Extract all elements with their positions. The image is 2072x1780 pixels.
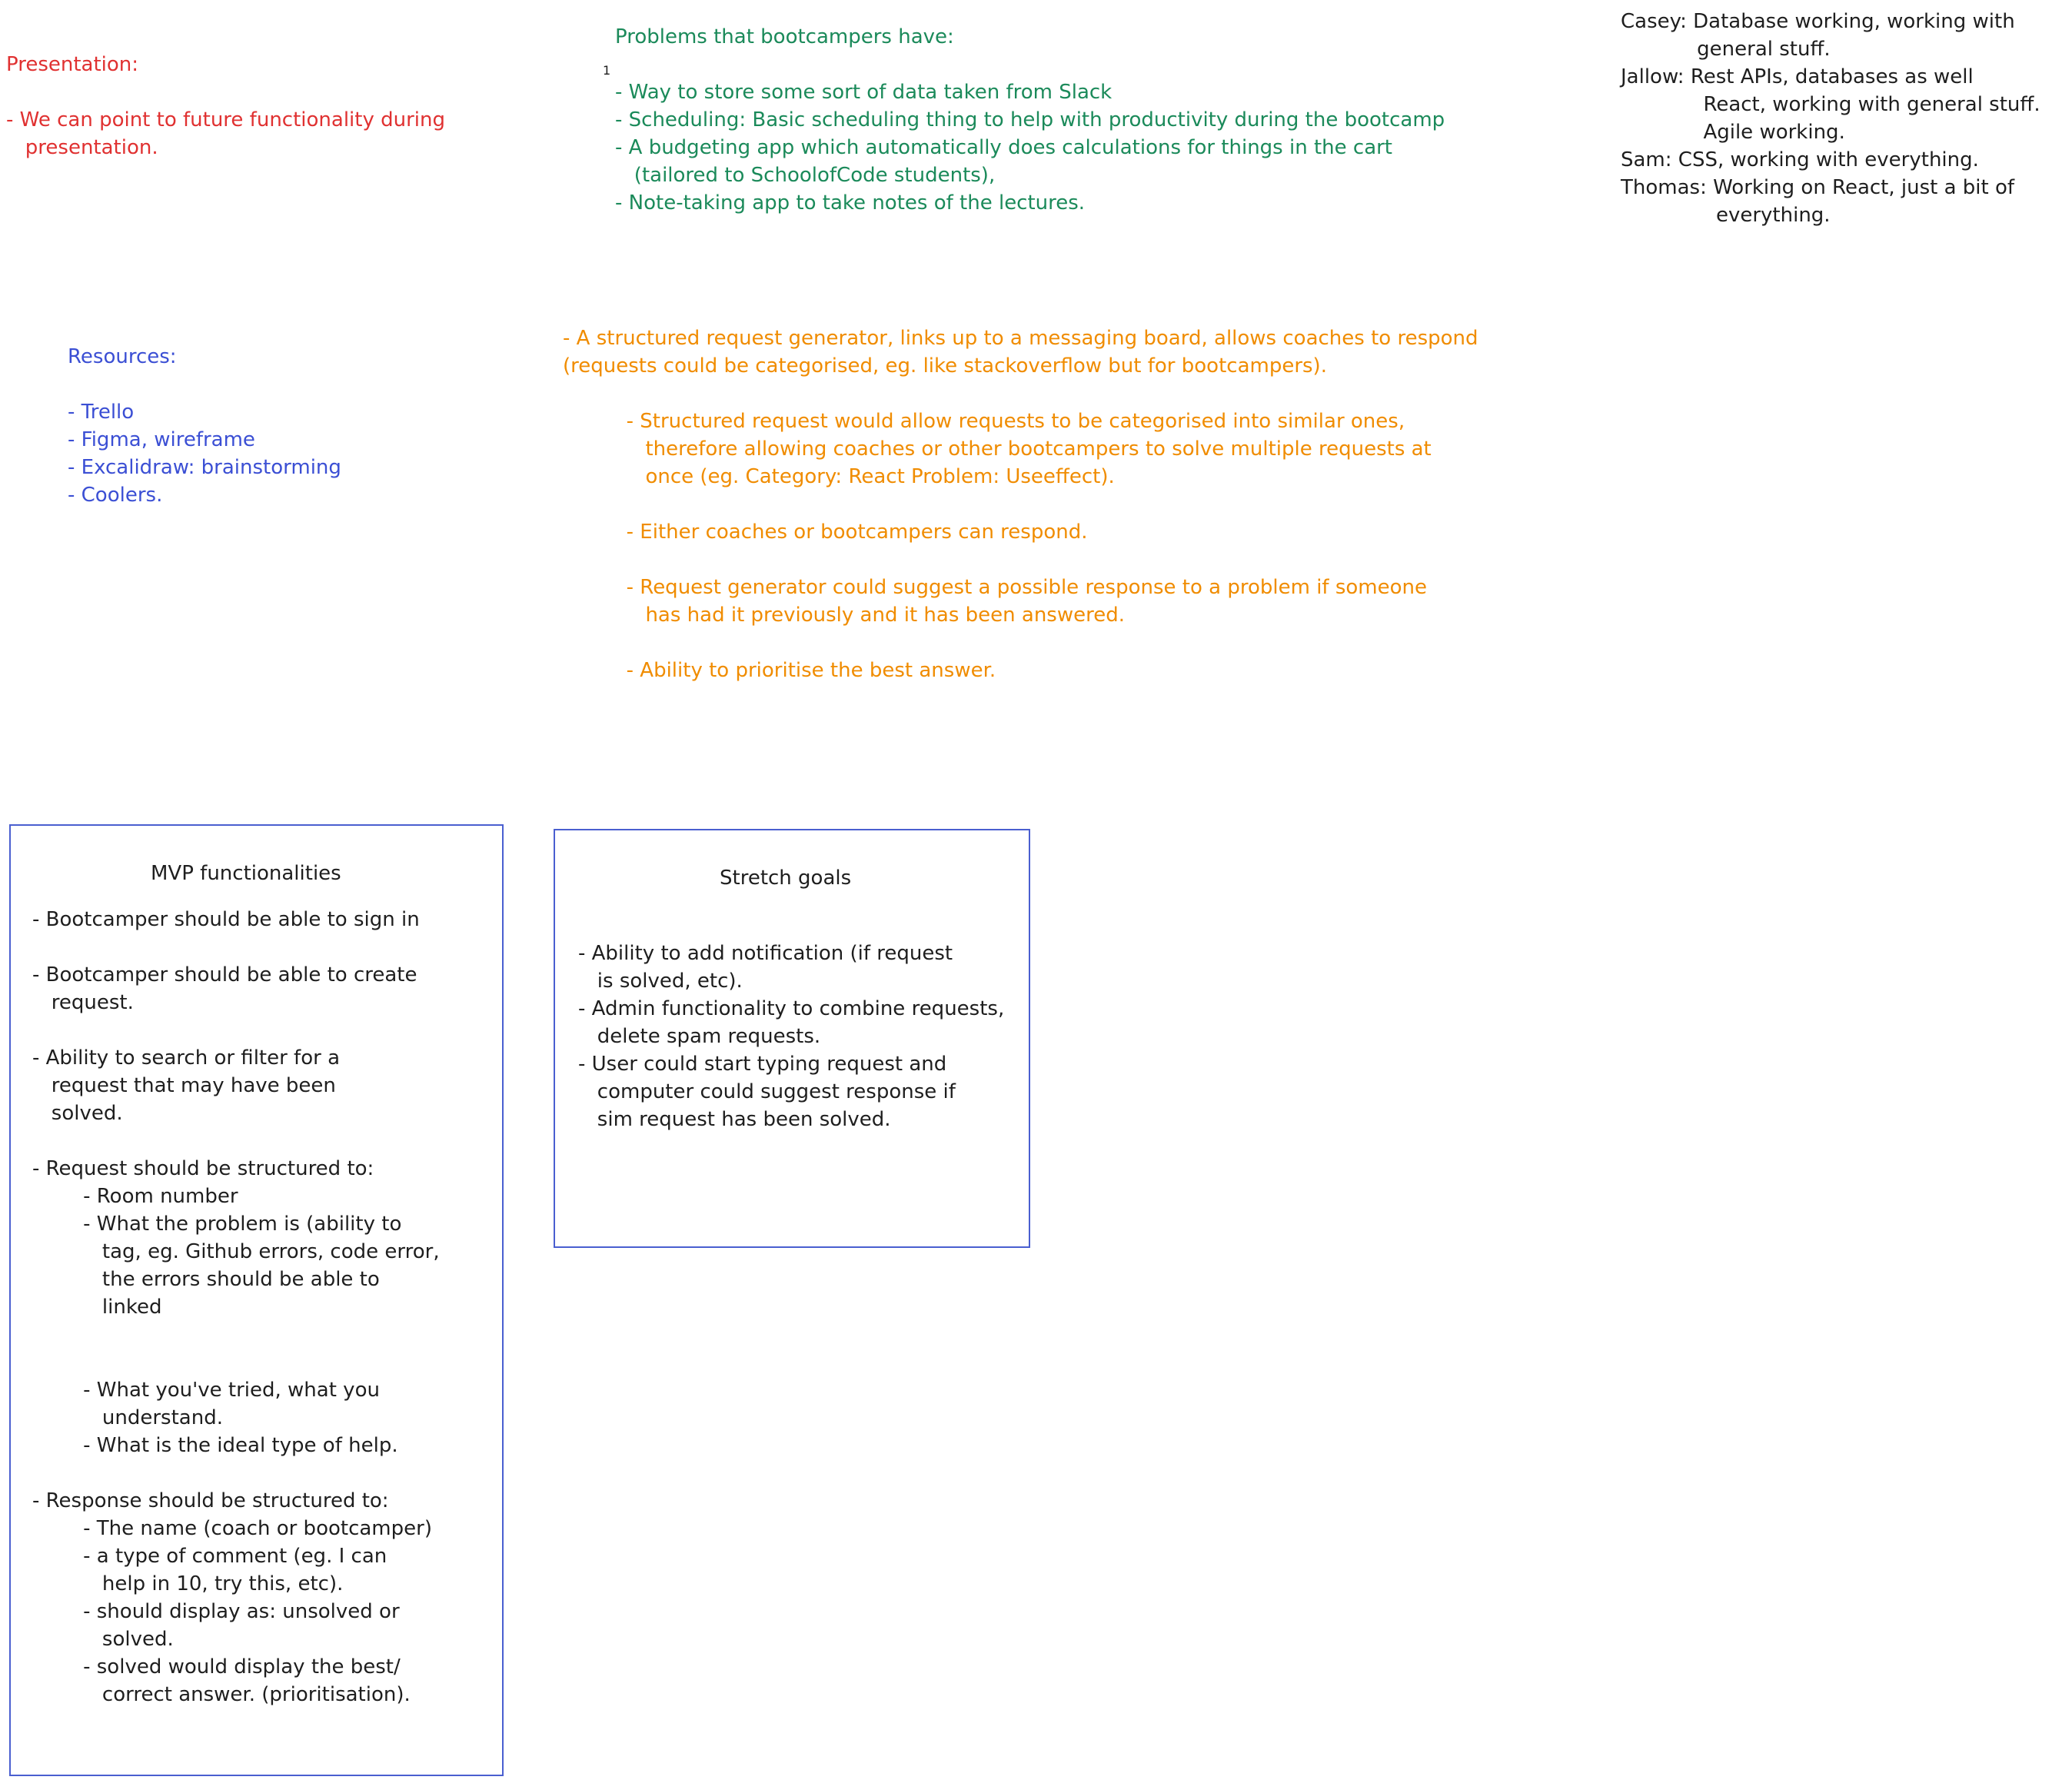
note-line: the errors should be able to [32,1268,380,1291]
note-line: - Excalidraw: brainstorming [68,456,341,479]
note-line [563,491,1478,518]
team-roles-note[interactable] [1621,8,2040,229]
note-line: is solved, etc). [578,970,743,993]
note-line: - Trello [68,401,135,424]
note-line: - should display as: unsolved or [32,1600,400,1623]
note-line: help in 10, try this, etc). [32,1572,344,1595]
note-line: understand. [32,1406,223,1429]
note-line: - Ability to add notification (if request [578,942,953,965]
note-line: React, working with general stuff. [1621,93,2040,116]
note-line: - Structured request would allow requests to be categorised into similar ones, [563,410,1405,433]
note-line: - What is the ideal type of help. [32,1434,398,1457]
note-line: - We can point to future functionality during [6,108,445,131]
stretch-goals-title: Stretch goals [720,867,852,890]
note-line [563,546,1478,574]
note-line: - Scheduling: Basic scheduling thing to help with productivity during the bootcamp [615,108,1445,131]
note-line: - Note-taking app to take notes of the lectures. [615,191,1086,215]
note-line: computer could suggest response if [578,1080,956,1103]
note-line: Jallow: Rest APIs, databases as well [1621,65,1974,88]
note-line: general stuff. [1621,38,1831,61]
note-line: (tailored to SchoolofCode students), [615,164,996,187]
note-line: Problems that bootcampers have: [615,25,954,48]
note-line: - Figma, wireframe [68,428,255,451]
note-line: - The name (coach or bootcamper) [32,1517,432,1540]
note-line: has had it previously and it has been answered. [563,604,1125,627]
note-line: - A structured request generator, links up to a messaging board, allows coaches to respond [563,327,1478,350]
note-line: - Bootcamper should be able to sign in [32,908,420,931]
note-line [32,1016,440,1044]
idea-note[interactable] [563,324,1478,684]
note-line: request. [32,991,134,1014]
note-line: - What the problem is (ability to [32,1213,402,1236]
note-line [68,371,341,398]
note-line: - Response should be structured to: [32,1489,389,1512]
note-line: therefore allowing coaches or other bootcampers to solve multiple requests at [563,438,1432,461]
note-line: solved. [32,1102,123,1125]
note-line: Resources: [68,345,177,368]
note-line: linked [32,1296,162,1319]
note-line: - Way to store some sort of data taken from Slack [615,81,1112,104]
note-line [6,78,445,106]
stray-mark: 1 [603,63,611,78]
mvp-list[interactable] [32,906,440,1708]
note-line [32,1459,440,1487]
note-line [32,1321,440,1349]
note-line: - Request should be structured to: [32,1157,374,1180]
note-line: - Ability to prioritise the best answer. [563,659,996,682]
note-line: request that may have been [32,1074,336,1097]
note-line: - a type of comment (eg. I can [32,1545,387,1568]
note-line [32,1127,440,1155]
mvp-title: MVP functionalities [151,862,341,885]
note-line: correct answer. (prioritisation). [32,1683,411,1706]
note-line: Agile working. [1621,121,1845,144]
note-line [563,629,1478,657]
note-line [563,380,1478,408]
stretch-goals-list[interactable] [578,940,1004,1133]
note-line: everything. [1621,204,1831,227]
note-line: - Admin functionality to combine requests, [578,997,1005,1020]
note-line: - Ability to search or filter for a [32,1046,341,1070]
note-line [615,51,1445,78]
note-line: tag, eg. Github errors, code error, [32,1240,440,1263]
note-line: - Bootcamper should be able to create [32,963,417,986]
note-line: Thomas: Working on React, just a bit of [1621,176,2015,199]
note-line: sim request has been solved. [578,1108,891,1131]
note-line: - Coolers. [68,484,163,507]
resources-note[interactable] [68,343,341,509]
note-line: solved. [32,1628,174,1651]
note-line: presentation. [6,136,158,159]
note-line: Casey: Database working, working with [1621,10,2015,33]
note-line: (requests could be categorised, eg. like stackoverflow but for bootcampers). [563,354,1327,378]
note-line: - Either coaches or bootcampers can respond. [563,521,1088,544]
note-line: Presentation: [6,53,139,76]
note-line [32,933,440,961]
note-line: - A budgeting app which automatically does calculations for things in the cart [615,136,1393,159]
note-line [32,1349,440,1376]
note-line: delete spam requests. [578,1025,821,1048]
note-line: - solved would display the best/ [32,1655,401,1679]
note-line: Sam: CSS, working with everything. [1621,148,1979,171]
presentation-note[interactable] [6,51,445,161]
note-line: - User could start typing request and [578,1053,947,1076]
note-line: - Request generator could suggest a possible response to a problem if someone [563,576,1428,599]
problems-note[interactable] [615,23,1445,217]
note-line: - Room number [32,1185,238,1208]
note-line: - What you've tried, what you [32,1379,380,1402]
note-line: once (eg. Category: React Problem: Useeffect). [563,465,1115,488]
